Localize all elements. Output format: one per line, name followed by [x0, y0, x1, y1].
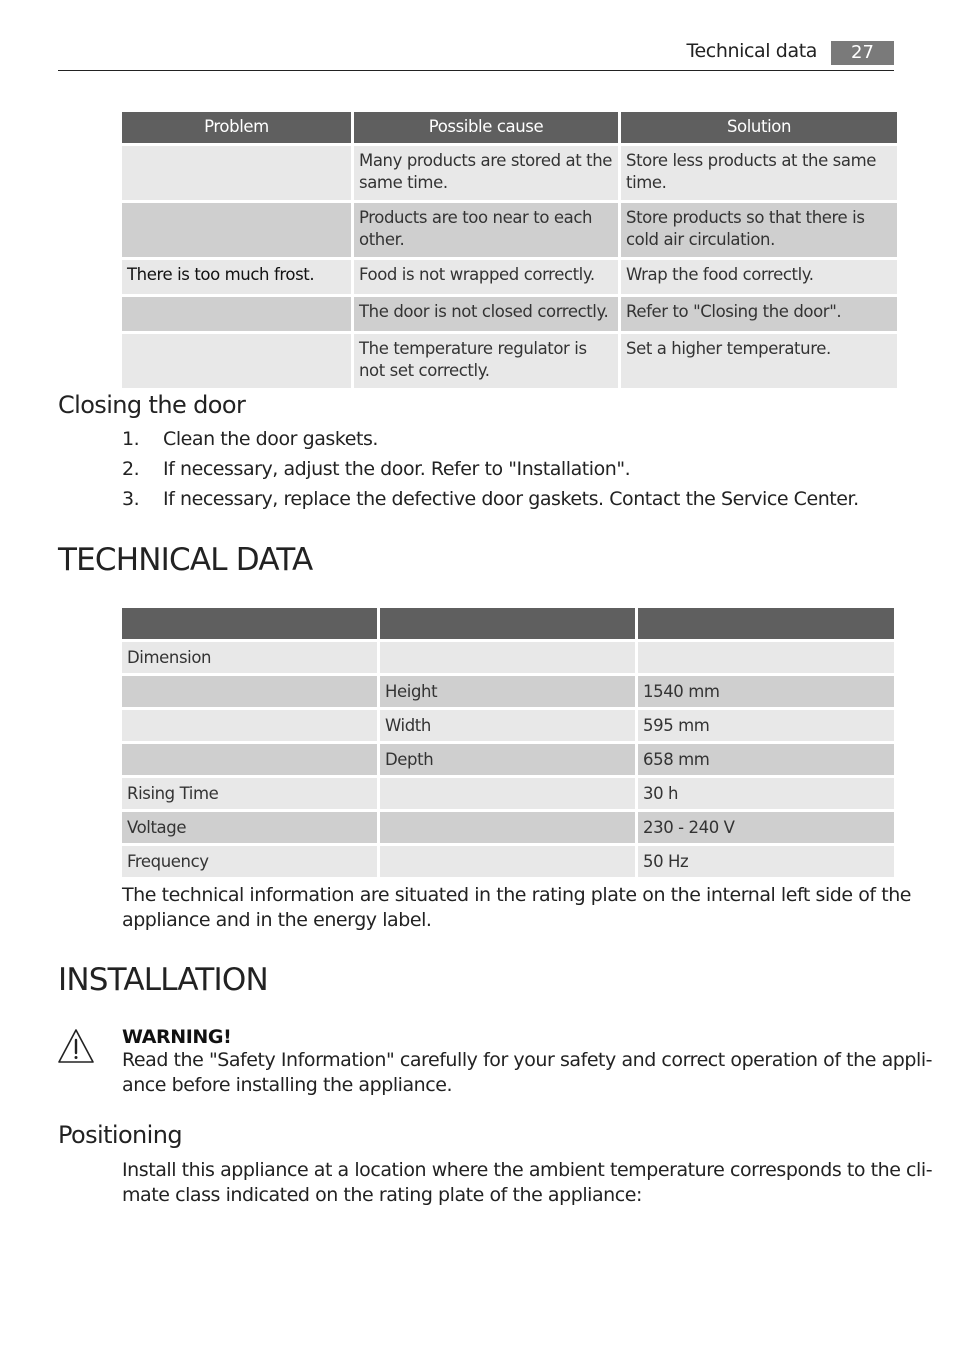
cause-cell: Food is not wrapped correctly.	[354, 260, 618, 294]
value-cell: 30 h	[638, 778, 894, 809]
parameter-cell: Dimension	[122, 642, 377, 673]
column-header	[638, 608, 894, 639]
list-item	[122, 488, 902, 518]
table-row	[122, 334, 897, 388]
column-header-solution: Solution	[621, 112, 897, 143]
note-line: The technical information are situated in the rating plate on the internal left side of the	[122, 884, 912, 906]
warning-title: WARNING!	[122, 1026, 232, 1048]
step-number: 3.	[122, 488, 140, 510]
warning-line: Read the "Safety Information" carefully for your safety and correct operation of the appli-	[122, 1049, 933, 1071]
parameter-cell	[122, 710, 377, 741]
table-row	[122, 146, 897, 200]
value-cell: 658 mm	[638, 744, 894, 775]
positioning-line: mate class indicated on the rating plate of the appliance:	[122, 1184, 642, 1206]
header-section-title: Technical data	[686, 40, 817, 62]
warning-line: ance before installing the appliance.	[122, 1074, 453, 1096]
sub-parameter-cell	[380, 778, 635, 809]
solution-cell: Set a higher temperature.	[621, 334, 897, 388]
header-divider	[58, 70, 894, 71]
sub-parameter-cell	[380, 812, 635, 843]
column-header	[122, 608, 377, 639]
value-cell: 50 Hz	[638, 846, 894, 877]
closing-door-heading: Closing the door	[58, 391, 246, 419]
solution-cell: Refer to "Closing the door".	[621, 297, 897, 331]
value-cell: 230 - 240 V	[638, 812, 894, 843]
solution-cell: Wrap the food correctly.	[621, 260, 897, 294]
problem-cell: There is too much frost.	[122, 260, 351, 294]
table-row	[122, 260, 897, 294]
table-row	[122, 676, 894, 707]
table-row	[122, 812, 894, 843]
closing-door-steps	[122, 428, 902, 518]
table-row	[122, 297, 897, 331]
problem-cell	[122, 146, 351, 200]
list-item	[122, 428, 902, 458]
table-row	[122, 778, 894, 809]
installation-warning	[122, 1026, 933, 1098]
column-header-possible-cause: Possible cause	[354, 112, 618, 143]
positioning-text	[122, 1158, 933, 1208]
list-item	[122, 458, 902, 488]
page-number-badge: 27	[831, 41, 894, 65]
parameter-cell: Frequency	[122, 846, 377, 877]
column-header-problem: Problem	[122, 112, 351, 143]
problem-cell	[122, 297, 351, 331]
note-line: appliance and in the energy label.	[122, 909, 432, 931]
troubleshooting-table	[119, 109, 900, 391]
parameter-cell	[122, 676, 377, 707]
value-cell	[638, 642, 894, 673]
step-number: 2.	[122, 458, 140, 480]
positioning-line: Install this appliance at a location where the ambient temperature corresponds to the cli-	[122, 1159, 933, 1181]
technical-data-heading: TECHNICAL DATA	[58, 542, 313, 578]
value-cell: 595 mm	[638, 710, 894, 741]
table-header-row	[122, 608, 894, 639]
positioning-heading: Positioning	[58, 1121, 182, 1149]
cause-cell: Many products are stored at the same time.	[354, 146, 618, 200]
table-row	[122, 846, 894, 877]
solution-cell: Store products so that there is cold air circulation.	[621, 203, 897, 257]
sub-parameter-cell	[380, 642, 635, 673]
cause-cell: The door is not closed correctly.	[354, 297, 618, 331]
step-text: Clean the door gaskets.	[163, 428, 378, 450]
value-cell: 1540 mm	[638, 676, 894, 707]
table-row	[122, 203, 897, 257]
step-text: If necessary, replace the defective door gaskets. Contact the Service Center.	[163, 488, 859, 510]
parameter-cell: Rising Time	[122, 778, 377, 809]
table-row	[122, 744, 894, 775]
technical-data-note	[122, 883, 912, 933]
sub-parameter-cell: Height	[380, 676, 635, 707]
installation-heading: INSTALLATION	[58, 962, 268, 998]
sub-parameter-cell: Width	[380, 710, 635, 741]
table-row	[122, 710, 894, 741]
problem-cell	[122, 203, 351, 257]
cause-cell: The temperature regulator is not set correctly.	[354, 334, 618, 388]
step-number: 1.	[122, 428, 140, 450]
technical-data-table	[119, 605, 897, 880]
table-row	[122, 642, 894, 673]
cause-cell: Products are too near to each other.	[354, 203, 618, 257]
table-header-row	[122, 112, 897, 143]
step-text: If necessary, adjust the door. Refer to "Installation".	[163, 458, 631, 480]
solution-cell: Store less products at the same time.	[621, 146, 897, 200]
sub-parameter-cell	[380, 846, 635, 877]
parameter-cell	[122, 744, 377, 775]
column-header	[380, 608, 635, 639]
problem-cell	[122, 334, 351, 388]
sub-parameter-cell: Depth	[380, 744, 635, 775]
warning-triangle-icon	[56, 1027, 96, 1065]
parameter-cell: Voltage	[122, 812, 377, 843]
